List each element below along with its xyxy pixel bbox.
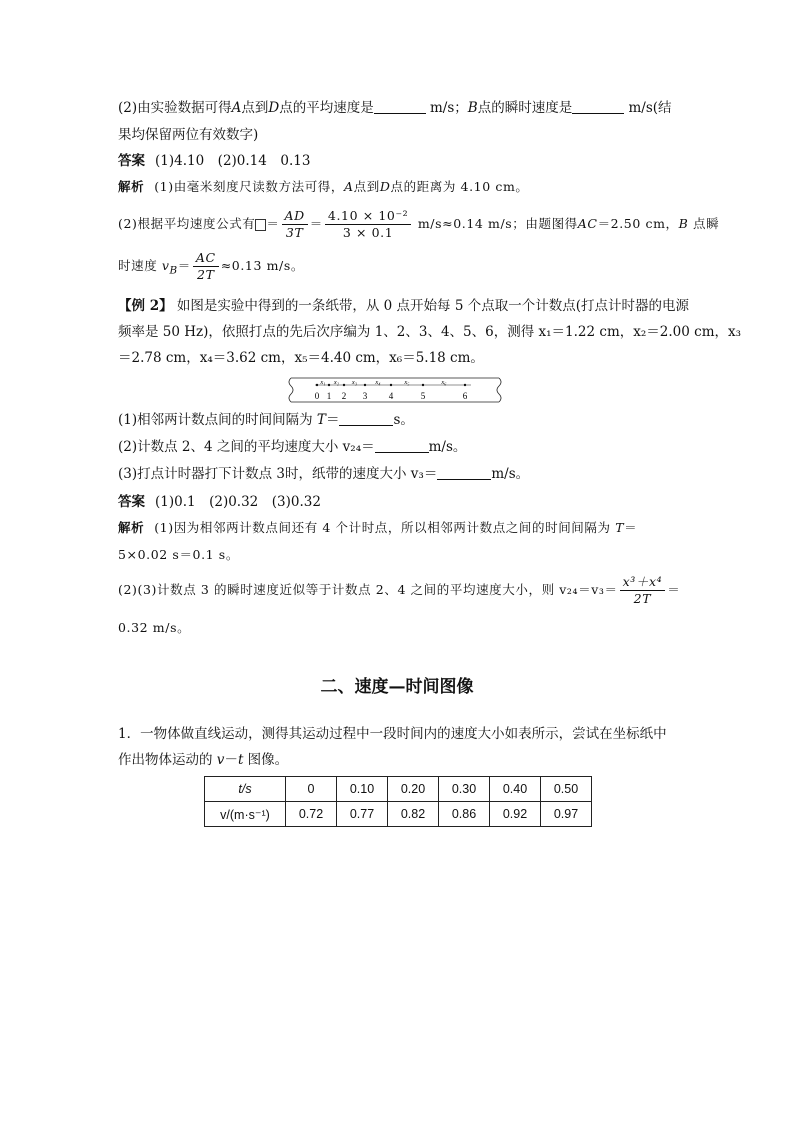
text: ＝ xyxy=(325,412,340,428)
table-cell: 0.77 xyxy=(337,802,388,827)
v-symbol: v xyxy=(216,752,225,768)
tape-segment-label: x₂ xyxy=(333,379,340,386)
question-2-line-2 xyxy=(118,125,258,145)
text: 5×0.02 s＝0.1 s。 xyxy=(118,547,239,562)
fraction xyxy=(325,208,411,241)
tape-marks xyxy=(315,379,468,401)
table-cell: 0.92 xyxy=(490,802,541,827)
text: 果均保留两位有效数字) xyxy=(118,127,259,143)
table-cell: 0 xyxy=(286,777,337,802)
text: m/s(结 xyxy=(624,100,672,116)
segment-ac: AC xyxy=(577,216,598,231)
text: s。 xyxy=(393,412,414,428)
text: (3)打点计时器打下计数点 3时，纸带的速度大小 v₃＝ xyxy=(118,466,438,482)
text: (1)相邻两计数点间的时间间隔为 xyxy=(118,412,317,428)
answer-line-2 xyxy=(118,492,321,512)
fraction-denominator: 2T xyxy=(633,591,652,606)
answer-line-1 xyxy=(118,151,310,171)
example-2-q3 xyxy=(118,464,529,484)
tape-segment-label: x₁ xyxy=(320,379,326,386)
tape-point-number: 3 xyxy=(362,391,368,401)
tape-segment-label: x₆ xyxy=(441,379,447,386)
answer-blank[interactable] xyxy=(374,99,426,114)
text: (1)由毫米刻度尺读数方法可得， xyxy=(154,179,345,194)
tape-point-number: 2 xyxy=(341,391,347,401)
text: 时速度 xyxy=(118,258,162,273)
table-cell: 0.82 xyxy=(388,802,439,827)
fraction-denominator: 2T xyxy=(197,267,215,282)
solution-label: 解析 xyxy=(118,520,145,535)
tape-point-number: 4 xyxy=(388,391,394,401)
problem-1-line-2 xyxy=(118,750,288,770)
table-row xyxy=(205,802,592,827)
example-2-line-2 xyxy=(118,322,741,342)
text: (2)(3)计数点 3 的瞬时速度近似等于计数点 2、4 之间的平均速度大小，则 v₂₄＝v₃＝ xyxy=(118,582,618,597)
example-2-line-3 xyxy=(118,348,484,368)
subscript: B xyxy=(169,264,178,277)
section-title: 二、速度—时间图像 xyxy=(320,677,474,697)
tape-count-point xyxy=(328,384,330,386)
tape-count-point xyxy=(464,384,466,386)
text: 图像。 xyxy=(243,752,289,768)
table-cell: 0.72 xyxy=(286,802,337,827)
fraction xyxy=(620,574,666,607)
fraction-denominator: 3 × 0.1 xyxy=(342,225,394,240)
tape-point-number: 6 xyxy=(462,391,468,401)
point-b: B xyxy=(678,216,689,231)
tape-segment-label: x₅ xyxy=(404,379,410,386)
answer-label: 答案 xyxy=(118,494,145,510)
text: 点的平均速度是 xyxy=(279,100,374,116)
tape-count-point xyxy=(390,384,392,386)
example-2-q1 xyxy=(118,410,414,430)
tape-count-point xyxy=(422,384,424,386)
text: m/s。 xyxy=(428,439,467,455)
solution-line-4 xyxy=(118,518,637,538)
question-2-line xyxy=(118,98,672,118)
fraction-denominator: 3T xyxy=(285,225,304,240)
text: ＝ xyxy=(667,582,681,597)
t-symbol: t xyxy=(237,752,244,768)
answer-text: (1)4.10 (2)0.14 0.13 xyxy=(155,153,311,169)
table-cell: 0.20 xyxy=(388,777,439,802)
text: 频率是 50 Hz)，依照打点的先后次序编为 1、2、3、4、5、6，测得 x₁＝1.22 cm，x₂＝2.00 cm，x₃ xyxy=(118,324,742,340)
t-symbol: T xyxy=(316,412,326,428)
text: 点到 xyxy=(241,100,269,116)
text: 点到 xyxy=(353,179,380,194)
text: m/s。 xyxy=(491,466,530,482)
text: ＝2.78 cm，x₄＝3.62 cm，x₅＝4.40 cm，x₆＝5.18 cm。 xyxy=(118,350,484,366)
table-cell: 0.30 xyxy=(439,777,490,802)
text: ≈0.13 m/s。 xyxy=(220,258,304,273)
table-header-cell: t/s xyxy=(205,777,286,802)
v-symbol: v xyxy=(161,258,170,273)
v-bar-symbol-icon xyxy=(255,219,266,231)
text: ＝ xyxy=(624,520,638,535)
answer-blank[interactable] xyxy=(375,438,429,453)
text: 点瞬 xyxy=(688,216,720,231)
text: (2)计数点 2、4 之间的平均速度大小 v₂₄＝ xyxy=(118,439,375,455)
table-cell: 0.86 xyxy=(439,802,490,827)
tape-segment-label: x₄ xyxy=(375,379,381,386)
example-2-q2 xyxy=(118,437,466,457)
fraction-numerator: AC xyxy=(193,250,219,267)
tape-point-number: 0 xyxy=(314,391,320,401)
fraction xyxy=(282,208,308,241)
table-header-cell: v/(m·s⁻¹) xyxy=(205,802,286,827)
text: 点的瞬时速度是 xyxy=(477,100,573,116)
solution-line-3: 时速度 $v_B=$ $\frac{AC}{2T}$ ≈0.13 m/s。 xyxy=(118,250,304,282)
tape-left-edge xyxy=(289,378,293,402)
answer-label: 答案 xyxy=(118,153,145,169)
table-cell: 0.10 xyxy=(337,777,388,802)
answer-blank[interactable] xyxy=(339,411,393,426)
text: 点的距离为 4.10 cm。 xyxy=(390,179,529,194)
paper-tape-figure xyxy=(287,376,503,404)
solution-line-7 xyxy=(118,618,190,638)
text: (1)因为相邻两计数点间还有 4 个计时点，所以相邻两计数点之间的时间间隔为 xyxy=(154,520,616,535)
velocity-time-table xyxy=(204,776,592,827)
solution-line-5 xyxy=(118,545,239,565)
tape-point-number: 5 xyxy=(420,391,426,401)
solution-line-6 xyxy=(118,574,680,607)
tape-segment-label: x₃ xyxy=(351,379,358,386)
tape-count-point xyxy=(343,384,345,386)
fraction-numerator: x³＋x⁴ xyxy=(620,574,666,591)
text: ＝2.50 cm， xyxy=(597,216,679,231)
text: 1．一物体做直线运动，测得其运动过程中一段时间内的速度大小如表所示，尝试在坐标纸中 xyxy=(118,726,667,742)
example-2-line-1 xyxy=(118,296,689,316)
tape-right-edge xyxy=(497,378,501,402)
answer-blank[interactable] xyxy=(572,99,624,114)
point-b: B xyxy=(467,100,478,116)
table-cell: 0.40 xyxy=(490,777,541,802)
point-d: D xyxy=(268,100,280,116)
solution-label: 解析 xyxy=(118,179,145,194)
point-a: A xyxy=(231,100,242,116)
solution-line-1 xyxy=(118,177,529,197)
fraction-numerator: 4.10 × 10⁻² xyxy=(325,208,411,225)
fraction-numerator: AD xyxy=(282,208,308,225)
solution-line-2: (2)根据平均速度公式有 ＝ $\frac{AD}{3T}$ ＝ $\frac{\text{4.10 × 10⁻²}}{3 \times 0.1}$ m/s≈0.14 m/s；由题图得AC＝2.50 cm，B 点瞬 xyxy=(118,208,720,240)
answer-text: (1)0.1 (2)0.32 (3)0.32 xyxy=(155,494,321,510)
text: m/s≈0.14 m/s；由题图得 xyxy=(413,216,578,231)
tape-count-point xyxy=(364,384,366,386)
t-symbol: T xyxy=(615,520,625,535)
table-cell: 0.50 xyxy=(541,777,592,802)
fraction xyxy=(193,250,219,283)
point-d: D xyxy=(379,179,391,194)
tape-point-number: 1 xyxy=(326,391,332,401)
point-a: A xyxy=(344,179,354,194)
text: － xyxy=(224,752,238,768)
text: (2)根据平均速度公式有 xyxy=(118,216,256,231)
tape-count-point xyxy=(316,384,318,386)
example-label: 【例 2】 xyxy=(118,298,173,314)
text: (2)由实验数据可得 xyxy=(118,100,232,116)
text: m/s； xyxy=(425,100,468,116)
problem-1-line-1 xyxy=(118,724,667,744)
table-cell: 0.97 xyxy=(541,802,592,827)
answer-blank[interactable] xyxy=(437,465,491,480)
table-row xyxy=(205,777,592,802)
text: 如图是实验中得到的一条纸带，从 0 点开始每 5 个点取一个计数点(打点计时器的电源 xyxy=(172,298,689,314)
text: 0.32 m/s。 xyxy=(118,620,191,635)
text: 作出物体运动的 xyxy=(118,752,217,768)
